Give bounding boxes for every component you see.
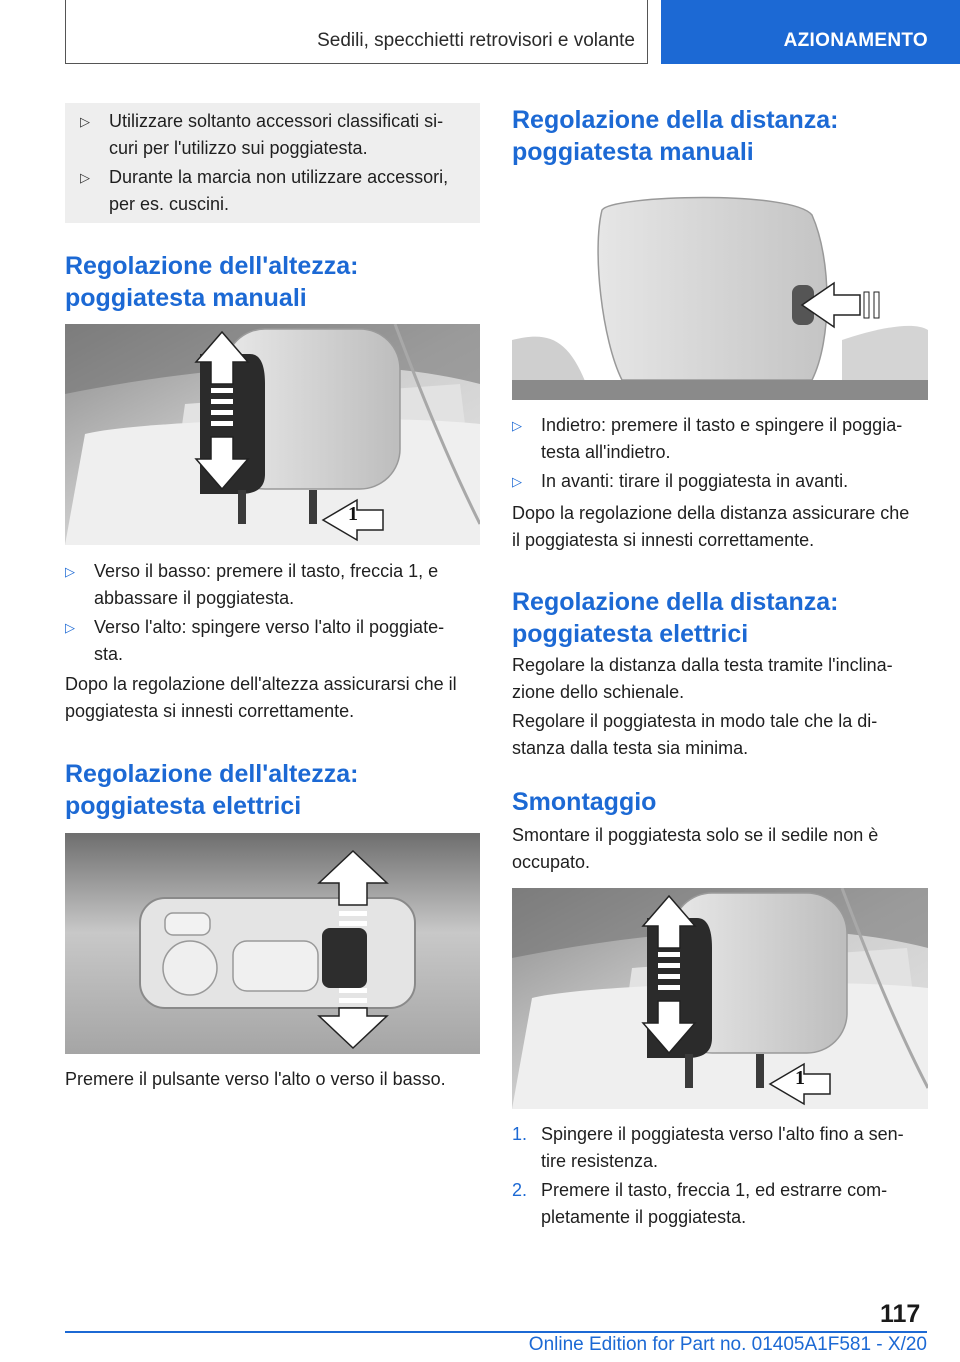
paragraph-altezza-after: Dopo la regolazione dell'altezza assicurarsi che il poggiatesta si innesti correttamente. [65,674,457,721]
note-text: Utilizzare soltanto accessori classificati si- curi per l'utilizzo sui poggiatesta. [109,111,444,158]
paragraph-elettrici: Premere il pulsante verso l'alto o verso il basso. [65,1069,446,1089]
figure-seat-switch [65,833,480,1054]
bullet-triangle-icon: ▷ [80,170,90,185]
list-item-text: In avanti: tirare il poggiatesta in avanti. [541,471,849,491]
bullet-triangle-icon: ▷ [512,418,522,433]
figure-headrest-height-manual [65,324,480,545]
footer-divider [65,1331,927,1333]
paragraph-distanza-after: Dopo la regolazione della distanza assicurare che il poggiatesta si innesti correttamente. [512,503,910,550]
header-chapter-label: AZIONAMENTO [783,30,928,51]
header-section-box [65,0,648,64]
bullet-triangle-icon: ▷ [80,114,90,129]
list-item-text: Indietro: premere il tasto e spingere il poggia- testa all'indietro. [541,415,903,462]
heading-distanza-manuali: Regolazione della distanza: poggiatesta manuali [512,106,839,166]
step-number: 1. [512,1124,528,1144]
step-text: Spingere il poggiatesta verso l'alto fino a sen- tire resistenza. [541,1124,904,1171]
arrow-label-1: 1 [795,1067,805,1089]
paragraph-distanza-elettrici-1: Regolare la distanza dalla testa tramite l'inclina- zione dello schienale. [512,655,893,702]
step-number: 2. [512,1180,528,1200]
arrow-label-1: 1 [348,503,358,525]
note-box [65,103,480,223]
note-text: Durante la marcia non utilizzare accessori, per es. cuscini. [109,167,449,214]
headrest-illustration [65,324,480,545]
header-section-title: Sedili, specchietti retrovisori e volante [317,30,635,51]
heading-distanza-elettrici: Regolazione della distanza: poggiatesta elettrici [512,588,839,648]
bullet-triangle-icon: ▷ [65,620,75,635]
figure-headrest-removal [512,888,928,1109]
footer-edition[interactable]: Online Edition for Part no. 01405A1F581 - X/20 [528,1334,927,1355]
step-text: Premere il tasto, freccia 1, ed estrarre com- pletamente il poggiatesta. [541,1180,888,1227]
heading-smontaggio: Smontaggio [512,788,657,816]
list-item-text: Verso il basso: premere il tasto, freccia 1, e abbassare il poggiatesta. [94,561,439,608]
headrest-distance-illustration [512,190,928,400]
paragraph-smontaggio: Smontare il poggiatesta solo se il sedile non è occupato. [512,825,879,872]
heading-altezza-elettrici: Regolazione dell'altezza: poggiatesta elettrici [65,760,359,820]
figure-headrest-distance-manual [512,190,928,400]
seat-switch-illustration [65,833,480,1054]
list-item-text: Verso l'alto: spingere verso l'alto il poggiate- sta. [94,617,445,664]
heading-altezza-manuali: Regolazione dell'altezza: poggiatesta manuali [65,252,359,312]
bullet-triangle-icon: ▷ [65,564,75,579]
header-chapter-tab[interactable] [661,0,960,64]
page-number: 117 [880,1300,921,1328]
paragraph-distanza-elettrici-2: Regolare il poggiatesta in modo tale che la di- stanza dalla testa sia minima. [512,711,878,758]
headrest-removal-illustration [512,888,928,1109]
bullet-triangle-icon: ▷ [512,474,522,489]
